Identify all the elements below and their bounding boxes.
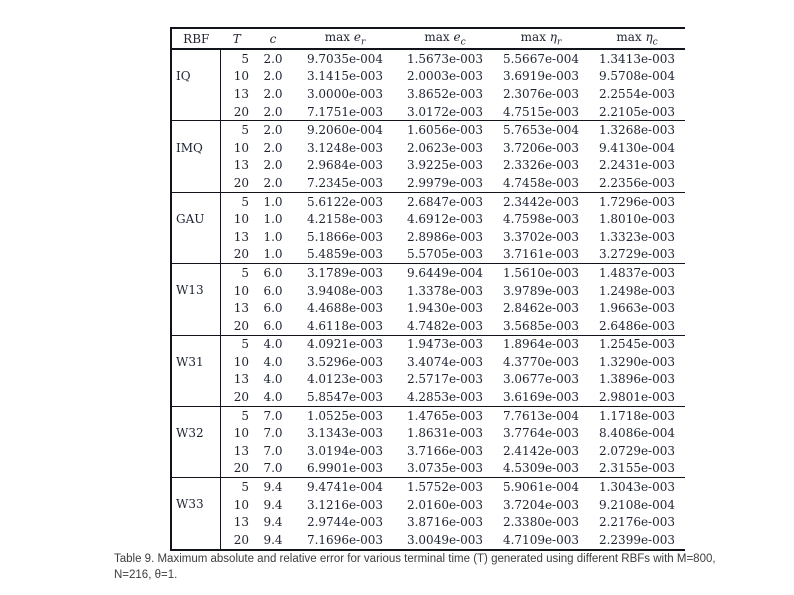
rbf-group-w33 [171,478,685,550]
table-row [171,210,685,228]
rbf-label: W33 [171,478,221,550]
terminal-time-cell: 10 [233,69,249,84]
error-value-cell: 1.3896e-003 [598,372,676,387]
error-value-cell: 2.0003e-003 [406,69,484,84]
table-row [171,496,685,514]
error-value-cell: 3.0049e-003 [406,532,484,547]
error-value-cell: 1.6056e-003 [406,123,484,138]
table-row [171,121,685,139]
error-value-cell: 3.4074e-003 [406,354,484,369]
terminal-time-cell: 20 [233,104,249,119]
error-value-cell: 2.2399e-003 [598,532,676,547]
table-row [171,335,685,353]
terminal-time-cell: 20 [233,461,249,476]
error-value-cell: 7.1696e-003 [306,532,384,547]
table-row [171,103,685,121]
error-value-cell: 3.7204e-003 [502,497,580,512]
error-value-cell: 1.3378e-003 [406,283,484,298]
table-row [171,264,685,282]
error-value-cell: 4.0921e-003 [306,337,384,352]
error-value-cell: 1.3043e-003 [598,480,676,495]
terminal-time-cell: 20 [233,318,249,333]
error-value-cell: 3.1216e-003 [306,497,384,512]
error-value-cell: 4.7598e-003 [502,212,580,227]
error-value-cell: 3.3702e-003 [502,229,580,244]
table-row [171,246,685,264]
error-value-cell: 2.2105e-003 [598,104,676,119]
terminal-time-cell: 13 [233,372,249,387]
error-value-cell: 3.9225e-003 [406,158,484,173]
rbf-error-table [170,27,685,551]
rbf-group-iq [171,49,685,121]
error-value-cell: 4.5309e-003 [502,461,580,476]
shape-parameter-cell: 9.4 [263,480,283,495]
results-table-container [170,27,685,551]
terminal-time-cell: 20 [233,175,249,190]
error-value-cell: 4.6118e-003 [306,318,384,333]
error-value-cell: 2.0160e-003 [406,497,484,512]
error-value-cell: 4.7515e-003 [502,104,580,119]
rbf-group-w32 [171,406,685,477]
error-value-cell: 3.6919e-003 [502,69,580,84]
terminal-time-cell: 10 [233,283,249,298]
table-row [171,157,685,175]
terminal-time-cell: 5 [241,265,249,280]
terminal-time-cell: 13 [233,515,249,530]
table-caption: Table 9. Maximum absolute and relative error for various terminal time (T) generated using different RBFs with M=800, N=216, θ=1. [114,553,716,582]
error-value-cell: 3.7206e-003 [502,140,580,155]
error-value-cell: 1.2545e-003 [598,337,676,352]
terminal-time-cell: 13 [233,158,249,173]
shape-parameter-cell: 4.0 [263,390,283,405]
error-value-cell: 6.9901e-003 [306,461,384,476]
error-value-cell: 1.9663e-003 [598,301,676,316]
error-value-cell: 1.5610e-003 [502,265,580,280]
shape-parameter-cell: 4.0 [263,354,283,369]
error-value-cell: 3.9789e-003 [502,283,580,298]
table-row [171,371,685,389]
shape-parameter-cell: 9.4 [263,497,283,512]
error-value-cell: 2.2176e-003 [598,515,676,530]
rbf-label: IQ [171,49,221,121]
rbf-group-w31 [171,335,685,406]
error-value-cell: 1.5752e-003 [406,480,484,495]
column-header: T [221,28,254,49]
shape-parameter-cell: 2.0 [263,86,283,101]
error-value-cell: 2.3326e-003 [502,158,580,173]
error-value-cell: 4.6912e-003 [406,212,484,227]
error-value-cell: 7.7613e-004 [502,408,580,423]
error-value-cell: 1.3268e-003 [598,123,676,138]
error-value-cell: 9.2060e-004 [306,123,384,138]
error-value-cell: 2.2431e-003 [598,158,676,173]
table-header-row [171,28,685,49]
error-value-cell: 1.0525e-003 [306,408,384,423]
error-value-cell: 2.9801e-003 [598,390,676,405]
table-row [171,299,685,317]
terminal-time-cell: 5 [241,123,249,138]
error-value-cell: 7.2345e-003 [306,175,384,190]
terminal-time-cell: 13 [233,301,249,316]
error-value-cell: 4.2853e-003 [406,390,484,405]
shape-parameter-cell: 1.0 [263,229,283,244]
error-value-cell: 1.7296e-003 [598,194,676,209]
shape-parameter-cell: 6.0 [263,265,283,280]
error-value-cell: 5.5705e-003 [406,247,484,262]
shape-parameter-cell: 1.0 [263,247,283,262]
table-row [171,406,685,424]
table-row [171,478,685,496]
terminal-time-cell: 13 [233,443,249,458]
table-row [171,388,685,406]
shape-parameter-cell: 7.0 [263,408,283,423]
column-header: $\max e_r$ [293,28,397,49]
shape-parameter-cell: 2.0 [263,104,283,119]
error-value-cell: 2.3076e-003 [502,86,580,101]
shape-parameter-cell: 2.0 [263,140,283,155]
error-value-cell: 2.9979e-003 [406,175,484,190]
table-row [171,460,685,478]
error-value-cell: 3.5296e-003 [306,354,384,369]
error-value-cell: 1.4837e-003 [598,265,676,280]
error-value-cell: 2.0623e-003 [406,140,484,155]
terminal-time-cell: 5 [241,337,249,352]
error-value-cell: 2.0729e-003 [598,443,676,458]
terminal-time-cell: 10 [233,426,249,441]
shape-parameter-cell: 9.4 [263,515,283,530]
shape-parameter-cell: 9.4 [263,532,283,547]
error-value-cell: 3.8716e-003 [406,515,484,530]
error-value-cell: 2.9684e-003 [306,158,384,173]
error-value-cell: 2.6486e-003 [598,318,676,333]
error-value-cell: 5.8547e-003 [306,390,384,405]
shape-parameter-cell: 2.0 [263,175,283,190]
error-value-cell: 2.2356e-003 [598,175,676,190]
error-value-cell: 2.3442e-003 [502,194,580,209]
column-header: $\max \eta_c$ [589,28,685,49]
table-row [171,513,685,531]
rbf-label: W32 [171,406,221,477]
error-value-cell: 3.5685e-003 [502,318,580,333]
error-value-cell: 3.0172e-003 [406,104,484,119]
error-value-cell: 1.4765e-003 [406,408,484,423]
terminal-time-cell: 20 [233,390,249,405]
error-value-cell: 5.7653e-004 [502,123,580,138]
error-value-cell: 9.7035e-004 [306,51,384,66]
error-value-cell: 4.7482e-003 [406,318,484,333]
error-value-cell: 3.6169e-003 [502,390,580,405]
terminal-time-cell: 13 [233,86,249,101]
error-value-cell: 5.4859e-003 [306,247,384,262]
table-row [171,442,685,460]
error-value-cell: 3.8652e-003 [406,86,484,101]
terminal-time-cell: 13 [233,229,249,244]
error-value-cell: 3.2729e-003 [598,247,676,262]
error-value-cell: 3.9408e-003 [306,283,384,298]
error-value-cell: 3.1248e-003 [306,140,384,155]
error-value-cell: 7.1751e-003 [306,104,384,119]
table-row [171,49,685,68]
table-row [171,139,685,157]
terminal-time-cell: 5 [241,480,249,495]
error-value-cell: 2.5717e-003 [406,372,484,387]
error-value-cell: 1.2498e-003 [598,283,676,298]
terminal-time-cell: 10 [233,212,249,227]
error-value-cell: 2.9744e-003 [306,515,384,530]
shape-parameter-cell: 2.0 [263,123,283,138]
rbf-label: GAU [171,192,221,263]
error-value-cell: 5.5667e-004 [502,51,580,66]
shape-parameter-cell: 1.0 [263,212,283,227]
rbf-group-w13 [171,264,685,335]
error-value-cell: 9.5708e-004 [598,69,676,84]
column-header: $\max \eta_r$ [493,28,589,49]
shape-parameter-cell: 6.0 [263,318,283,333]
shape-parameter-cell: 4.0 [263,372,283,387]
shape-parameter-cell: 7.0 [263,461,283,476]
table-row [171,174,685,192]
error-value-cell: 1.8964e-003 [502,337,580,352]
shape-parameter-cell: 7.0 [263,443,283,458]
table-row [171,317,685,335]
rbf-label: W13 [171,264,221,335]
error-value-cell: 1.3290e-003 [598,354,676,369]
table-row [171,353,685,371]
error-value-cell: 1.5673e-003 [406,51,484,66]
terminal-time-cell: 20 [233,532,249,547]
column-header: RBF [171,28,221,49]
rbf-group-gau [171,192,685,263]
shape-parameter-cell: 6.0 [263,283,283,298]
error-value-cell: 1.3413e-003 [598,51,676,66]
error-value-cell: 9.4130e-004 [598,140,676,155]
error-value-cell: 5.1866e-003 [306,229,384,244]
table-row [171,531,685,550]
error-value-cell: 2.6847e-003 [406,194,484,209]
error-value-cell: 4.3770e-003 [502,354,580,369]
table-row [171,68,685,86]
shape-parameter-cell: 1.0 [263,194,283,209]
error-value-cell: 3.1415e-003 [306,69,384,84]
error-value-cell: 2.2554e-003 [598,86,676,101]
error-value-cell: 9.6449e-004 [406,265,484,280]
shape-parameter-cell: 6.0 [263,301,283,316]
terminal-time-cell: 10 [233,354,249,369]
error-value-cell: 2.8986e-003 [406,229,484,244]
error-value-cell: 3.0677e-003 [502,372,580,387]
shape-parameter-cell: 4.0 [263,337,283,352]
error-value-cell: 3.0194e-003 [306,443,384,458]
terminal-time-cell: 10 [233,497,249,512]
error-value-cell: 4.2158e-003 [306,212,384,227]
rbf-label: IMQ [171,121,221,192]
column-header: c [253,28,293,49]
table-row [171,85,685,103]
shape-parameter-cell: 2.0 [263,158,283,173]
error-value-cell: 5.9061e-004 [502,480,580,495]
error-value-cell: 3.1343e-003 [306,426,384,441]
error-value-cell: 2.3380e-003 [502,515,580,530]
table-row [171,192,685,210]
error-value-cell: 3.0000e-003 [306,86,384,101]
table-row [171,282,685,300]
error-value-cell: 4.0123e-003 [306,372,384,387]
error-value-cell: 4.7109e-003 [502,532,580,547]
rbf-group-imq [171,121,685,192]
error-value-cell: 9.4741e-004 [306,480,384,495]
error-value-cell: 1.3323e-003 [598,229,676,244]
error-value-cell: 4.7458e-003 [502,175,580,190]
shape-parameter-cell: 7.0 [263,426,283,441]
error-value-cell: 1.9430e-003 [406,301,484,316]
error-value-cell: 3.7161e-003 [502,247,580,262]
error-value-cell: 1.8631e-003 [406,426,484,441]
column-header: $\max e_c$ [397,28,493,49]
error-value-cell: 2.4142e-003 [502,443,580,458]
shape-parameter-cell: 2.0 [263,69,283,84]
error-value-cell: 3.7166e-003 [406,443,484,458]
error-value-cell: 2.8462e-003 [502,301,580,316]
error-value-cell: 1.9473e-003 [406,337,484,352]
error-value-cell: 1.8010e-003 [598,212,676,227]
error-value-cell: 2.3155e-003 [598,461,676,476]
shape-parameter-cell: 2.0 [263,51,283,66]
error-value-cell: 3.0735e-003 [406,461,484,476]
error-value-cell: 9.2108e-004 [598,497,676,512]
terminal-time-cell: 5 [241,408,249,423]
error-value-cell: 1.1718e-003 [598,408,676,423]
table-row [171,424,685,442]
terminal-time-cell: 5 [241,51,249,66]
error-value-cell: 3.7764e-003 [502,426,580,441]
error-value-cell: 4.4688e-003 [306,301,384,316]
terminal-time-cell: 20 [233,247,249,262]
error-value-cell: 3.1789e-003 [306,265,384,280]
terminal-time-cell: 10 [233,140,249,155]
terminal-time-cell: 5 [241,194,249,209]
table-row [171,228,685,246]
error-value-cell: 5.6122e-003 [306,194,384,209]
error-value-cell: 8.4086e-004 [598,426,676,441]
rbf-label: W31 [171,335,221,406]
